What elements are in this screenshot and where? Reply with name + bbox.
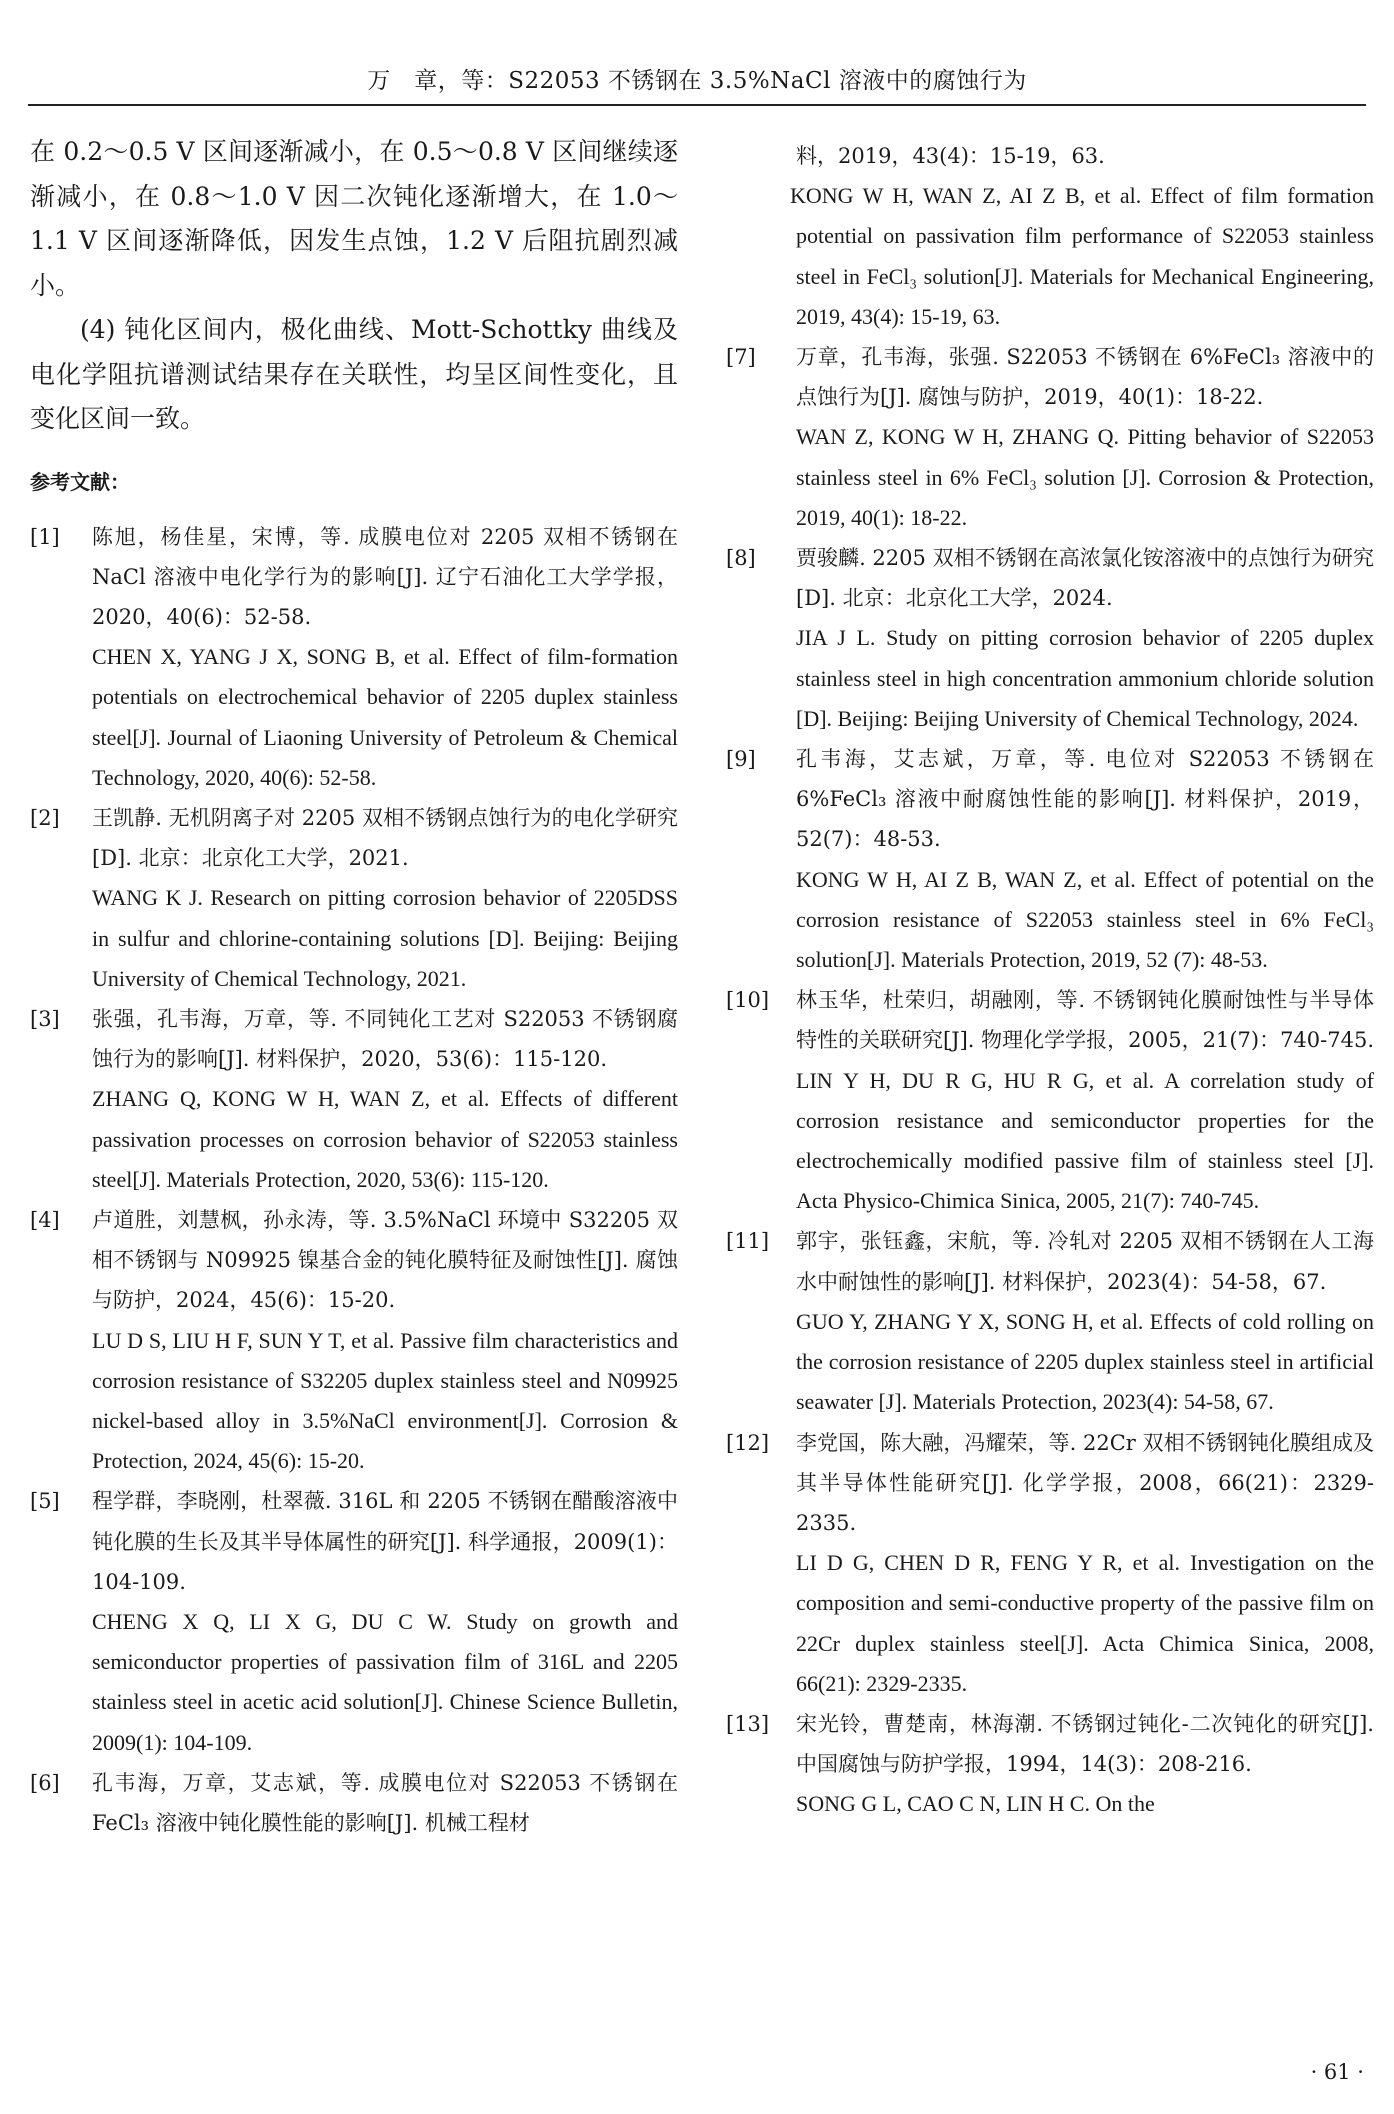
body-paragraph-1: 在 0.2～0.5 V 区间逐渐减小，在 0.5～0.8 V 区间继续逐渐减小，在 0.8～1.0 V 因二次钝化逐渐增大，在 1.0～1.1 V 区间逐渐降低，因发生点蚀，1.2 V 后阻抗剧烈减小。 xyxy=(30,137,678,300)
reference-zh: 万章，孔韦海，张强. S22053 不锈钢在 6%FeCl₃ 溶液中的点蚀行为[J]. 腐蚀与防护，2019，40(1)：18-22. xyxy=(796,345,1374,410)
reference-item xyxy=(726,739,1374,980)
running-header: 万 章，等：S22053 不锈钢在 3.5%NaCl 溶液中的腐蚀行为 xyxy=(367,68,1027,94)
reference-number: [3] xyxy=(30,1006,60,1031)
page-number: · 61 · xyxy=(1310,2060,1364,2084)
reference-en: WAN Z, KONG W H, ZHANG Q. Pitting behavior of S22053 stainless steel in 6% FeCl₃ solution [J]. Corrosion & Protection, 2019, 40(1): 18-22. xyxy=(796,424,1374,530)
reference-item xyxy=(30,1200,678,1481)
reference-zh: 张强，孔韦海，万章，等. 不同钝化工艺对 S22053 不锈钢腐蚀行为的影响[J]. 材料保护，2020，53(6)：115-120. xyxy=(92,1006,678,1072)
reference-en: ZHANG Q, KONG W H, WAN Z, et al. Effects of different passivation processes on corrosion behavior of S22053 stainless steel[J]. Materials Protection, 2020, 53(6): 115-120. xyxy=(92,1086,678,1192)
reference-zh: 王凯静. 无机阴离子对 2205 双相不锈钢点蚀行为的电化学研究[D]. 北京：北京化工大学，2021. xyxy=(92,805,678,871)
reference-number: [13] xyxy=(726,1711,770,1736)
reference-number: [9] xyxy=(726,747,756,772)
reference-zh: 卢道胜，刘慧枫，孙永涛，等. 3.5%NaCl 环境中 S32205 双相不锈钢与 N09925 镍基合金的钝化膜特征及耐蚀性[J]. 腐蚀与防护，2024，45(6)：15-20. xyxy=(92,1207,678,1313)
reference-zh: 贾骏麟. 2205 双相不锈钢在高浓氯化铵溶液中的点蚀行为研究[D]. 北京：北京化工大学，2024. xyxy=(796,546,1374,611)
references-heading: 参考文献： xyxy=(30,469,130,494)
reference-number: [1] xyxy=(30,524,60,549)
reference-en: WANG K J. Research on pitting corrosion behavior of 2205DSS in sulfur and chlorine-containing solutions [D]. Beijing: Beijing University of Chemical Technology, 2021. xyxy=(92,885,678,991)
reference-zh: 林玉华，杜荣归，胡融刚，等. 不锈钢钝化膜耐蚀性与半导体特性的关联研究[J]. 物理化学学报，2005，21(7)：740-745. xyxy=(796,988,1375,1053)
reference-item xyxy=(30,1763,678,1843)
reference-item xyxy=(30,999,678,1200)
reference-number: [5] xyxy=(30,1489,60,1514)
reference-number: [7] xyxy=(726,345,756,370)
reference-en: KONG W H, WAN Z, AI Z B, et al. Effect of film formation potential on passivation film performance of S22053 stainless steel in FeCl₃ solution[J]. Materials for Mechanical Engineering, 2019, 43(4): 15-19, 63. xyxy=(790,183,1374,329)
reference-en: LI D G, CHEN D R, FENG Y R, et al. Investigation on the composition and semi-conductive property of the passive film on 22Cr duplex stainless steel[J]. Acta Chimica Sinica, 2008, 66(21): 2329-2335. xyxy=(796,1550,1374,1696)
reference-en: KONG W H, AI Z B, WAN Z, et al. Effect of potential on the corrosion resistance of S22053 stainless steel in 6% FeCl₃ solution[J]. Materials Protection, 2019, 52 (7): 48-53. xyxy=(796,866,1374,973)
reference-item xyxy=(30,798,678,999)
reference-item xyxy=(726,1423,1374,1704)
reference-zh: 陈旭，杨佳星，宋博，等. 成膜电位对 2205 双相不锈钢在 NaCl 溶液中电化学行为的影响[J]. 辽宁石油化工大学学报，2020，40(6)：52-58. xyxy=(92,524,678,629)
reference-zh: 程学群，李晓刚，杜翠薇. 316L 和 2205 不锈钢在醋酸溶液中钝化膜的生长及其半导体属性的研究[J]. 科学通报，2009(1)：104-109. xyxy=(92,1489,678,1594)
right-column xyxy=(726,136,1374,1825)
reference-en: LU D S, LIU H F, SUN Y T, et al. Passive film characteristics and corrosion resistance of S32205 duplex stainless steel and N09925 nickel-based alloy in 3.5%NaCl environment[J]. Corrosion & Protection, 2024, 45(6): 15-20. xyxy=(92,1327,678,1474)
reference-zh: 宋光铃，曹楚南，林海潮. 不锈钢过钝化-二次钝化的研究[J]. 中国腐蚀与防护学报，1994，14(3)：208-216. xyxy=(796,1711,1374,1777)
reference-en: GUO Y, ZHANG Y X, SONG H, et al. Effects of cold rolling on the corrosion resistance of 2205 duplex stainless steel in artificial seawater [J]. Materials Protection, 2023(4): 54-58, 67. xyxy=(796,1308,1374,1415)
reference-item xyxy=(30,1481,678,1762)
reference-item xyxy=(726,538,1374,739)
reference-en: CHEN X, YANG J X, SONG B, et al. Effect of film-formation potentials on electrochemical behavior of 2205 duplex stainless steel[J]. Journal of Liaoning University of Petroleum & Chemical Technology, 2020, 40(6): 52-58. xyxy=(92,644,678,790)
reference-number: [4] xyxy=(30,1207,60,1232)
reference-number: [10] xyxy=(726,988,770,1013)
reference-item xyxy=(726,1704,1374,1825)
reference-en: JIA J L. Study on pitting corrosion behavior of 2205 duplex stainless steel in high concentration ammonium chloride solution [D]. Beijing: Beijing University of Chemical Technology, 2024. xyxy=(796,625,1374,731)
left-column xyxy=(30,130,678,1843)
reference-number: [11] xyxy=(726,1229,770,1254)
reference-number: [2] xyxy=(30,805,60,830)
reference-item xyxy=(726,1221,1374,1422)
reference-zh: 郭宇，张钰鑫，宋航，等. 冷轧对 2205 双相不锈钢在人工海水中耐蚀性的影响[J]. 材料保护，2023(4)：54-58，67. xyxy=(796,1229,1374,1294)
reference-item xyxy=(30,517,678,798)
body-paragraph-2: (4) 钝化区间内，极化曲线、Mott-Schottky 曲线及电化学阻抗谱测试结果存在关联性，均呈区间性变化，且变化区间一致。 xyxy=(30,315,678,433)
reference-zh: 孔韦海，万章，艾志斌，等. 成膜电位对 S22053 不锈钢在 FeCl₃ 溶液中钝化膜性能的影响[J]. 机械工程材 xyxy=(92,1770,678,1835)
reference-zh: 孔韦海，艾志斌，万章，等. 电位对 S22053 不锈钢在 6%FeCl₃ 溶液中耐腐蚀性能的影响[J]. 材料保护，2019，52(7)：48-53. xyxy=(796,747,1374,852)
reference-en: CHENG X Q, LI X G, DU C W. Study on growth and semiconductor properties of passivation film of 316L and 2205 stainless steel in acetic acid solution[J]. Chinese Science Bulletin, 2009(1): 104-109. xyxy=(92,1608,678,1755)
reference-number: [12] xyxy=(726,1430,770,1455)
header-rule xyxy=(28,104,1366,106)
reference-number: [8] xyxy=(726,546,756,571)
reference-en: LIN Y H, DU R G, HU R G, et al. A correlation study of corrosion resistance and semiconductor properties for the electrochemically modified passive film of stainless steel [J]. Acta Physico-Chimica Sinica, 2005, 21(7): 740-745. xyxy=(796,1067,1374,1214)
reference-en: SONG G L, CAO C N, LIN H C. On the xyxy=(796,1791,1155,1817)
reference-zh-continued: 料，2019，43(4)：15-19，63. xyxy=(796,144,1105,168)
reference-item xyxy=(726,980,1374,1221)
reference-item xyxy=(726,337,1374,538)
reference-number: [6] xyxy=(30,1770,60,1795)
reference-zh: 李党国，陈大融，冯耀荣，等. 22Cr 双相不锈钢钝化膜组成及其半导体性能研究[J]. 化学学报，2008，66(21)：2329-2335. xyxy=(796,1430,1374,1535)
